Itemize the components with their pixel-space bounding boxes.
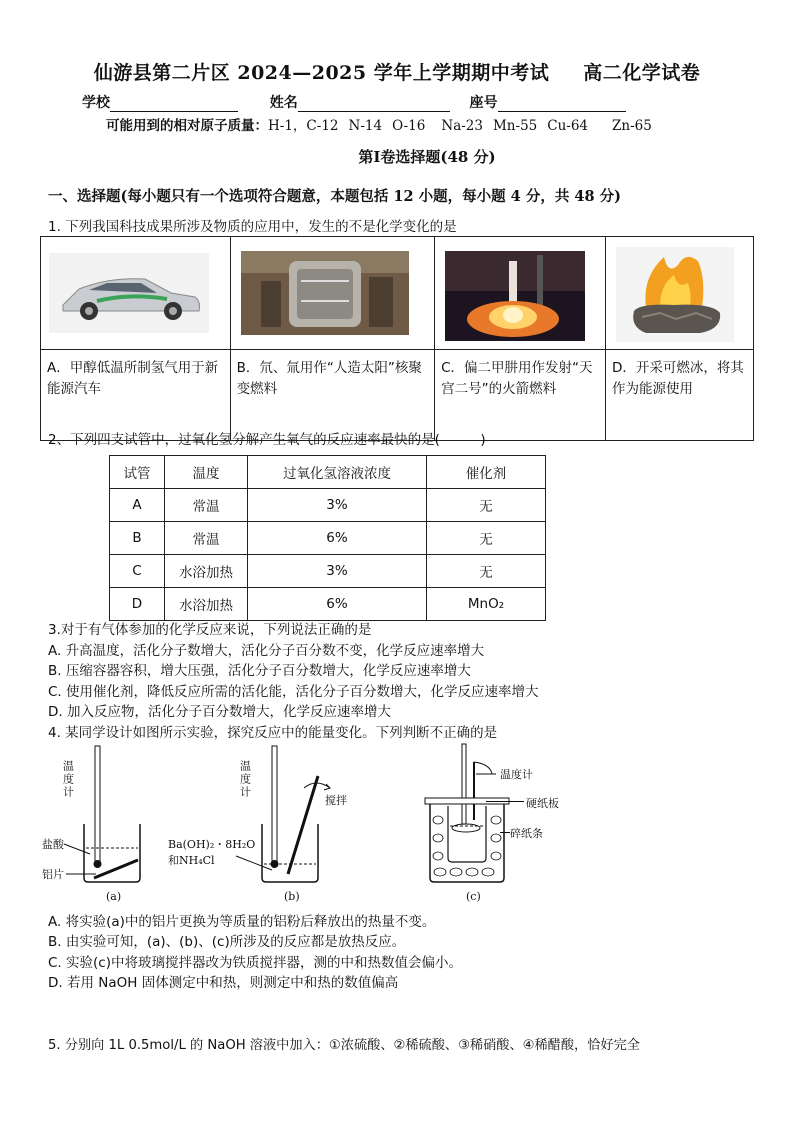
q1-image-a [41, 237, 231, 350]
thermometer-a-icon [95, 746, 100, 864]
student-fields [82, 92, 626, 112]
cell-catalyst: 无 [427, 489, 546, 522]
q3-option-b[interactable]: B. 压缩容器容积，增大压强，活化分子百分数增大，化学反应速率增大 [48, 663, 471, 679]
exam-title [0, 58, 794, 85]
q1-image-d [605, 237, 753, 350]
q1-option-d[interactable]: D．开采可燃冰，将其作为能源使用 [605, 350, 753, 441]
burning-ice-photo-icon [616, 247, 734, 342]
atom-h-c: H-1，C-12 [268, 118, 339, 134]
cell-conc: 6% [248, 588, 427, 621]
col-header-conc: 过氧化氢溶液浓度 [248, 456, 427, 489]
q4-experiment-diagram [40, 740, 540, 905]
cell-conc: 6% [248, 522, 427, 555]
q4-option-b[interactable]: B. 由实验可知，(a)、(b)、(c)所涉及的反应都是放热反应。 [48, 934, 406, 950]
caption-c: (c) [466, 890, 481, 903]
atomic-masses [106, 114, 662, 134]
col-header-tube: 试管 [110, 456, 165, 489]
label-c-thermometer: 温度计 [500, 768, 533, 781]
label-a-al: 铝片 [42, 868, 64, 881]
thermometer-b-icon [272, 746, 277, 864]
q2-table [109, 455, 546, 621]
cell-catalyst: 无 [427, 522, 546, 555]
q4-option-a[interactable]: A. 将实验(a)中的铝片更换为等质量的铝粉后释放出的热量不变。 [48, 914, 436, 930]
label-a-thermometer: 温度计 [61, 760, 75, 799]
col-header-temp: 温度 [165, 456, 248, 489]
q5-stem: 5. 分别向 1L 0.5mol/L 的 NaOH 溶液中加入：①浓硫酸、②稀硫酸、③稀硝酸、④稀醋酸，恰好完全 [48, 1038, 640, 1053]
label-a-acid: 盐酸 [42, 838, 64, 851]
cell-temp: 水浴加热 [165, 588, 248, 621]
cell-temp: 常温 [165, 522, 248, 555]
stirring-rod-icon [288, 776, 318, 874]
table-row [110, 522, 546, 555]
label-b-thermometer: 温度计 [238, 760, 252, 799]
label-c-board-text: 硬纸板 [526, 797, 559, 810]
thermometer-c-icon [462, 744, 466, 824]
leader-board [486, 801, 524, 802]
car-photo-icon [49, 253, 209, 333]
q4-stem: 4. 某同学设计如图所示实验，探究反应中的能量变化。下列判断不正确的是 [48, 725, 498, 741]
q1-image-b [230, 237, 435, 350]
q3-option-d[interactable]: D. 加入反应物，活化分子百分数增大，化学反应速率增大 [48, 704, 391, 720]
seat-field[interactable] [498, 97, 626, 112]
atom-mn: Mn-55 [492, 118, 538, 134]
table-row [110, 588, 546, 621]
atom-o: O-16 [392, 118, 426, 134]
q3-option-c[interactable]: C. 使用催化剂，降低反应所需的活化能，活化分子百分数增大，化学反应速率增大 [48, 684, 539, 700]
atoms-label: 可能用到的相对原子质量： [106, 118, 268, 134]
q1-option-b[interactable]: B．氘、氚用作“人造太阳”核聚变燃料 [230, 350, 435, 441]
cell-conc: 3% [248, 555, 427, 588]
paper-scraps-icon [433, 816, 501, 876]
q4-option-c[interactable]: C. 实验(c)中将玻璃搅拌器改为铁质搅拌器，测的中和热数值会偏小。 [48, 955, 462, 971]
cell-tube: B [110, 522, 165, 555]
cell-temp: 水浴加热 [165, 555, 248, 588]
diagram-a [42, 746, 140, 903]
leader-paper [500, 832, 510, 833]
fusion-reactor-photo-icon [241, 251, 409, 335]
diagram-b [168, 746, 347, 903]
beaker-a-icon [84, 824, 140, 882]
q1-option-a[interactable]: A．甲醇低温所制氢气用于新能源汽车 [41, 350, 231, 441]
q1-options-table [40, 236, 754, 441]
q2-stem: 2、下列四支试管中，过氧化氢分解产生氧气的反应速率最快的是( ) [48, 432, 486, 448]
cell-catalyst: MnO₂ [427, 588, 546, 621]
title-left: 仙游县第二片区 2024—2025 学年上学期期中考试 [93, 62, 550, 84]
table-header-row [110, 456, 546, 489]
rocket-launch-photo-icon [445, 251, 585, 341]
section-title: 第Ⅰ卷选择题(48 分) [358, 148, 496, 166]
q4-option-d[interactable]: D. 若用 NaOH 固体测定中和热，则测定中和热的数值偏高 [48, 975, 399, 991]
name-field[interactable] [298, 97, 450, 112]
label-b-stir: 搅拌 [325, 794, 347, 807]
cell-temp: 常温 [165, 489, 248, 522]
atom-na: Na-23 [441, 118, 483, 134]
cell-catalyst: 无 [427, 555, 546, 588]
title-right: 高二化学试卷 [583, 62, 701, 84]
caption-b: (b) [284, 890, 300, 903]
atom-zn: Zn-65 [612, 118, 652, 134]
name-label: 姓名 [269, 95, 298, 111]
q1-option-c[interactable]: C．偏二甲肼用作发射“天宫二号”的火箭燃料 [435, 350, 606, 441]
part-title: 一、选择题(每小题只有一个选项符合题意，本题包括 12 小题，每小题 4 分，共 48 分) [48, 188, 621, 205]
cell-tube: D [110, 588, 165, 621]
label-c-paper: 碎纸条 [510, 827, 543, 840]
cell-tube: A [110, 489, 165, 522]
seat-label: 座号 [469, 95, 498, 111]
q1-stem: 1. 下列我国科技成果所涉及物质的应用中，发生的不是化学变化的是 [48, 219, 457, 235]
atom-cu: Cu-64 [547, 118, 589, 134]
col-header-catalyst: 催化剂 [427, 456, 546, 489]
label-b-chem2: 和NH₄Cl [168, 854, 215, 867]
q3-option-a[interactable]: A. 升高温度，活化分子数增大，活化分子百分数不变，化学反应速率增大 [48, 643, 485, 659]
table-row [110, 489, 546, 522]
inner-beaker-icon [448, 806, 486, 862]
q1-image-c [435, 237, 606, 350]
label-b-chem1: Ba(OH)₂・8H₂O [168, 838, 256, 851]
school-field[interactable] [110, 97, 238, 112]
caption-a: (a) [106, 890, 122, 903]
cell-tube: C [110, 555, 165, 588]
beaker-b-icon [262, 824, 318, 882]
school-label: 学校 [82, 95, 110, 111]
atom-n: N-14 [348, 118, 383, 134]
table-row [110, 555, 546, 588]
q3-stem: 3.对于有气体参加的化学反应来说，下列说法正确的是 [48, 622, 372, 638]
diagram-c [425, 744, 533, 903]
cell-conc: 3% [248, 489, 427, 522]
